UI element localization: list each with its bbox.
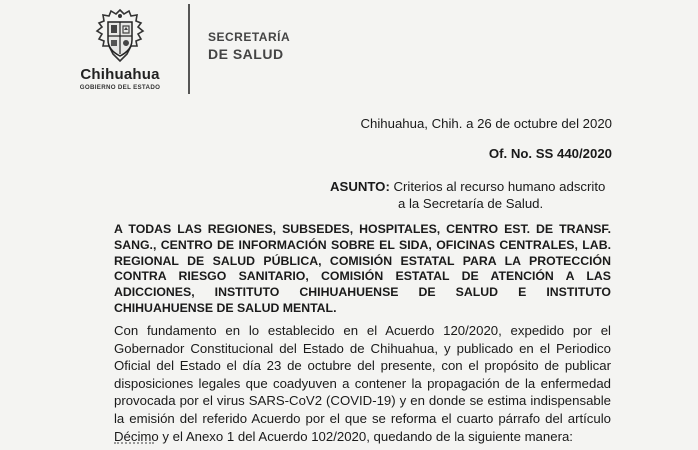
subject-block — [330, 178, 620, 212]
office-number: Of. No. SS 440/2020 — [488, 146, 612, 161]
government-subtitle: GOBIERNO DEL ESTADO — [79, 84, 161, 91]
government-name: Chihuahua — [80, 66, 160, 83]
secretaria-line2: DE SALUD — [208, 46, 284, 62]
document-date: Chihuahua, Chih. a 26 de octubre del 2020 — [360, 116, 612, 131]
subject-label: ASUNTO: — [330, 179, 390, 194]
state-crest-icon — [91, 8, 149, 64]
header-divider — [188, 4, 190, 94]
subject-line2: a la Secretaría de Salud. — [398, 196, 544, 211]
cut-off-text-fragment — [114, 442, 154, 450]
secretaria-line1: SECRETARÍA — [208, 30, 291, 44]
body-paragraph: Con fundamento en lo establecido en el Acuerdo 120/2020, expedido por el Gobernador Constitucional del Estado de Chihuahua, y publicado en el Periodico Oficial del Estado el día 23 de octubre del presente, con el propósito de publicar disposiciones legales que coadyuven a contener la propagación de la enfermedad provocada por el virus SARS-CoV2 (COVID-19) y en donde se estima indispensable la emisión del referido Acuerdo por el que se reforma el cuarto párrafo del artículo Décimo y el Anexo 1 del Acuerdo 102/2020, quedando de la siguiente manera: — [114, 323, 611, 444]
secretaria-logo — [208, 30, 290, 62]
subject-line1: Criterios al recurso humano adscrito — [393, 179, 606, 194]
government-logo — [70, 8, 170, 91]
addressee-paragraph: A TODAS LAS REGIONES, SUBSEDES, HOSPITALES, CENTRO EST. DE TRANSF. SANG., CENTRO DE INFORMACIÓN SOBRE EL SIDA, OFICINAS CENTRALES, LAB. REGIONAL DE SALUD PÚBLICA, COMISIÓN ESTATAL PARA LA PROTECCIÓN CONTRA RIESGO SANITARIO, COMISIÓN ESTATAL DE ATENCIÓN A LAS ADICCIONES, INSTITUTO CHIHUAHUENSE DE SALUD E INSTITUTO CHIHUAHUENSE DE SALUD MENTAL. — [114, 222, 611, 315]
